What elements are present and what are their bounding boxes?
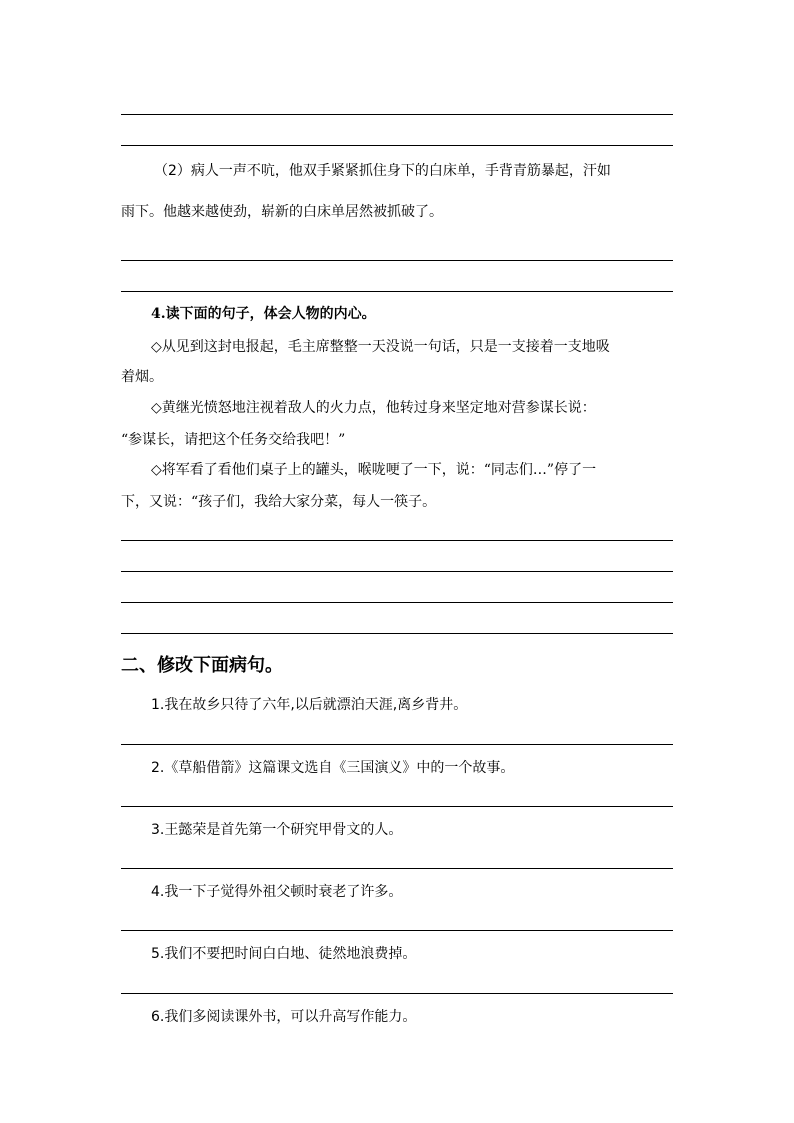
sentence-item-3: 3.王懿荣是首先第一个研究甲骨文的人。 xyxy=(151,822,403,838)
answer-line xyxy=(121,744,673,745)
sentence-item-1: 1.我在故乡只待了六年,以后就漂泊天涯,离乡背井。 xyxy=(151,697,468,713)
answer-line xyxy=(121,114,673,115)
item-2-line-2: 雨下。他越来越使劲，崭新的白床单居然被抓破了。 xyxy=(121,204,443,220)
q4-sentence-2-line-1: ◇黄继光愤怒地注视着敌人的火力点，他转过身来坚定地对营参谋长说： xyxy=(151,400,596,416)
answer-line xyxy=(121,868,673,869)
q4-sentence-2-line-2: “参谋长，请把这个任务交给我吧！” xyxy=(121,432,346,448)
q4-sentence-1-line-2: 着烟。 xyxy=(121,369,163,385)
sentence-item-2: 2.《草船借箭》这篇课文选自《三国演义》中的一个故事。 xyxy=(151,760,515,776)
q4-sentence-1-line-1: ◇从见到这封电报起，毛主席整整一天没说一句话，只是一支接着一支地吸 xyxy=(151,339,610,355)
sentence-item-6: 6.我们多阅读课外书，可以升高写作能力。 xyxy=(151,1009,417,1025)
item-2-line-1: （2）病人一声不吭，他双手紧紧抓住身下的白床单，手背青筋暴起，汗如 xyxy=(154,163,611,179)
answer-line xyxy=(121,571,673,572)
answer-line xyxy=(121,806,673,807)
answer-line xyxy=(121,260,673,261)
sentence-item-4: 4.我一下子觉得外祖父顿时衰老了许多。 xyxy=(151,884,403,900)
answer-line xyxy=(121,602,673,603)
answer-line xyxy=(121,540,673,541)
answer-line xyxy=(121,291,673,292)
answer-line xyxy=(121,633,673,634)
q4-sentence-3-line-1: ◇将军看了看他们桌子上的罐头，喉咙哽了一下，说：“同志们…”停了一 xyxy=(151,462,597,478)
section-2-title: 二、修改下面病句。 xyxy=(121,655,283,676)
q4-sentence-3-line-2: 下，又说：“孩子们，我给大家分菜，每人一筷子。 xyxy=(121,494,437,510)
sentence-item-5: 5.我们不要把时间白白地、徒然地浪费掉。 xyxy=(151,946,417,962)
answer-line xyxy=(121,145,673,146)
answer-line xyxy=(121,930,673,931)
question-4-heading: 4.读下面的句子，体会人物的内心。 xyxy=(151,306,376,322)
answer-line xyxy=(121,993,673,994)
